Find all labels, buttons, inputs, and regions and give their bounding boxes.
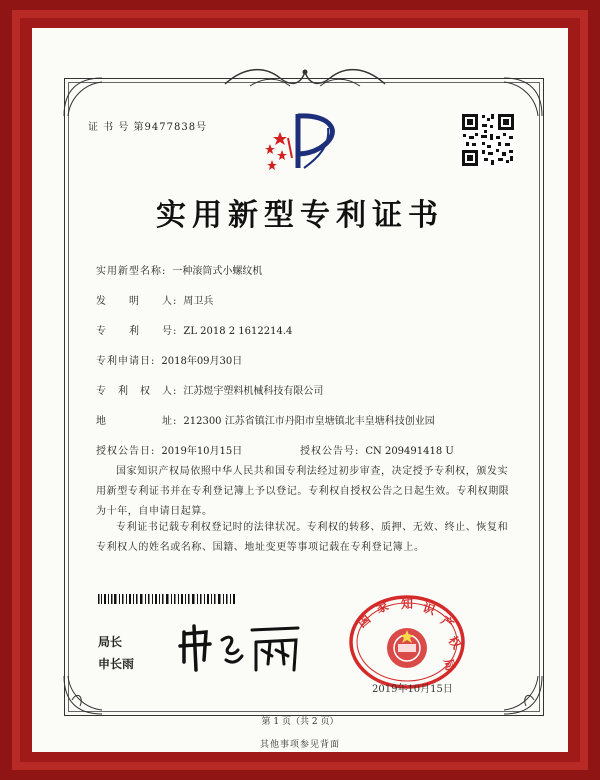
director-name: 申长雨 xyxy=(98,657,135,671)
field-value: 212300 江苏省镇江市丹阳市皇塘镇北丰皇塘科技创业园 xyxy=(183,416,435,427)
corner-ornament-bottom-right xyxy=(498,670,544,716)
seal-date: 2019年10月15日 xyxy=(372,684,453,695)
field-label: 地 址: xyxy=(96,416,178,427)
certificate-number: 证 书 号 第9477838号 xyxy=(88,122,208,133)
field-value: CN 209491418 U xyxy=(365,446,454,457)
field-value: 一种滚筒式小螺纹机 xyxy=(172,266,263,277)
patent-office-logo xyxy=(258,108,348,180)
field-patentee xyxy=(96,382,323,397)
field-value: ZL 2018 2 1612214.4 xyxy=(183,326,293,337)
qr-code xyxy=(460,112,516,168)
field-label: 专利申请日: xyxy=(96,356,156,367)
seal-char: 知 xyxy=(401,597,414,611)
corner-ornament-top-left xyxy=(62,76,108,122)
top-ornament xyxy=(220,64,390,92)
field-announcement-number xyxy=(300,442,454,457)
seal-char: 局 xyxy=(441,657,458,673)
field-grant-date xyxy=(96,442,242,457)
field-value: 2018年09月30日 xyxy=(161,356,243,367)
field-value: 周卫兵 xyxy=(183,296,214,307)
seal-char: 国 xyxy=(354,611,374,631)
field-utility-model-name xyxy=(96,262,262,277)
field-patent-number xyxy=(96,322,292,337)
field-label: 授权公告号: xyxy=(300,446,360,457)
corner-ornament-bottom-left xyxy=(62,670,108,716)
director-signature xyxy=(176,620,306,675)
field-application-date xyxy=(96,352,242,367)
field-label: 授权公告日: xyxy=(96,446,156,457)
field-value: 2019年10月15日 xyxy=(161,446,243,457)
director-title: 局长 xyxy=(98,635,123,649)
statement-paragraph-1: 国家知识产权局依照中华人民共和国专利法经过初步审查，决定授予专利权，颁发实用新型专利证书并在专利登记簿上予以登记。专利权自授权公告之日起生效。专利权期限为十年，自申请日起算。 xyxy=(96,466,510,517)
field-value: 江苏煜宇塑料机械科技有限公司 xyxy=(183,386,324,397)
field-label: 实用新型名称: xyxy=(96,266,167,277)
seal-char: 权 xyxy=(445,633,464,652)
certificate-title: 实用新型专利证书 xyxy=(156,198,444,233)
barcode xyxy=(98,594,238,604)
field-label: 专 利 权 人: xyxy=(96,386,178,397)
field-label: 专 利 号: xyxy=(96,326,178,337)
official-seal xyxy=(348,594,466,690)
field-label: 发 明 人: xyxy=(96,296,178,307)
page-number: 第 1 页（共 2 页） xyxy=(261,717,339,727)
statement-paragraph-2: 专利证书记载专利权登记时的法律状况。专利权的转移、质押、无效、终止、恢复和专利权人的姓名或名称、国籍、地址变更等事项记载在专利登记簿上。 xyxy=(96,522,509,553)
seal-char: 产 xyxy=(438,613,457,632)
footer-note: 其他事项参见背面 xyxy=(259,740,340,750)
seal-char: 识 xyxy=(421,600,437,618)
field-address xyxy=(96,412,435,427)
field-inventor xyxy=(96,292,213,307)
seal-char: 家 xyxy=(374,598,391,616)
